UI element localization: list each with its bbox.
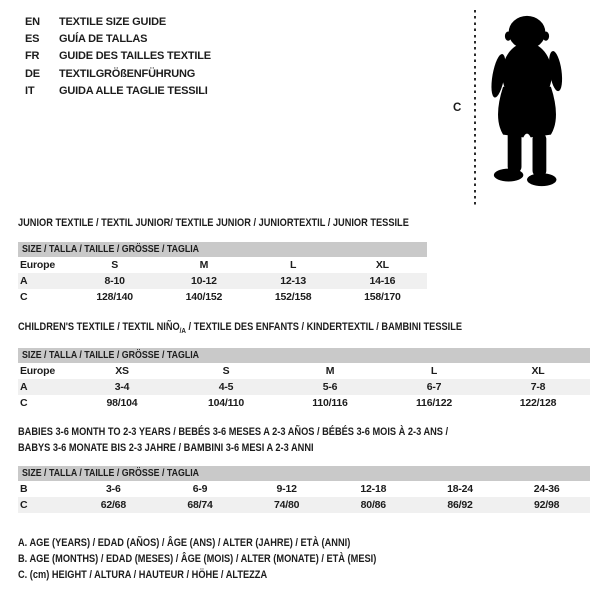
language-row-fr <box>25 48 211 65</box>
table-row-age-months <box>18 481 590 497</box>
size-cell: 4-5 <box>218 381 234 393</box>
table-row-height <box>18 395 590 411</box>
size-cell: 18-24 <box>447 483 473 495</box>
size-cell: 122/128 <box>519 397 557 409</box>
table-row-age <box>18 273 427 289</box>
table-row-height <box>18 497 590 513</box>
size-cell: 68/74 <box>187 499 213 511</box>
table-row-europe <box>18 363 590 379</box>
size-cell: M <box>199 259 209 271</box>
size-cell: S <box>222 365 230 377</box>
table-row-europe <box>18 257 427 273</box>
children-title-subscript: /A <box>179 325 186 335</box>
size-cell: 9-12 <box>276 483 297 495</box>
row-label: Europe <box>20 259 55 271</box>
junior-table-title: JUNIOR TEXTILE / TEXTIL JUNIOR/ TEXTILE JUNIOR / JUNIORTEXTIL / JUNIOR TESSILE <box>18 217 409 229</box>
babies-table-title-line2: BABYS 3-6 MONATE BIS 2-3 JAHRE / BAMBINI 3-6 MESI A 2-3 ANNI <box>18 442 314 454</box>
row-label: A <box>20 381 28 393</box>
size-cell: XL <box>531 365 545 377</box>
children-title-main: CHILDREN'S TEXTILE / TEXTIL NIÑO <box>18 321 180 333</box>
size-cell: 10-12 <box>190 275 217 287</box>
size-cell: 98/104 <box>106 397 138 409</box>
language-label: GUIDE DES TAILLES TEXTILE <box>59 50 211 63</box>
children-size-table <box>18 348 590 411</box>
size-header-bar <box>18 466 590 481</box>
language-row-es <box>25 31 211 48</box>
table-row-age <box>18 379 590 395</box>
legend-age-years: A. AGE (YEARS) / EDAD (AÑOS) / ÂGE (ANS) / ALTER (JAHRE) / ETÀ (ANNI) <box>18 537 351 549</box>
row-label: A <box>20 275 28 287</box>
babies-size-table <box>18 466 590 513</box>
legend-age-months: B. AGE (MONTHS) / EDAD (MESES) / ÂGE (MOIS) / ALTER (MONATE) / ETÀ (MESI) <box>18 553 377 565</box>
height-measure-dotted-line <box>474 10 476 208</box>
size-cell: 110/116 <box>312 397 348 409</box>
size-cell: 7-8 <box>530 381 546 393</box>
size-cell: 152/158 <box>274 291 312 303</box>
language-label: TEXTILGRÖßENFÜHRUNG <box>59 67 196 80</box>
baby-silhouette <box>481 6 573 208</box>
size-cell: 104/110 <box>208 397 244 409</box>
language-code: ES <box>25 33 40 46</box>
size-cell: XL <box>375 259 389 271</box>
size-cell: 14-16 <box>369 275 396 287</box>
size-cell: L <box>430 365 438 377</box>
row-label: C <box>20 397 28 409</box>
size-cell: 6-9 <box>192 483 208 495</box>
size-cell: 3-4 <box>114 381 130 393</box>
size-header-bar <box>18 242 427 257</box>
row-label: C <box>20 499 28 511</box>
language-code: EN <box>25 16 40 28</box>
size-header-bar <box>18 348 590 363</box>
size-cell: 116/122 <box>416 397 452 409</box>
size-cell: 62/68 <box>100 499 126 511</box>
size-cell: 128/140 <box>96 291 133 303</box>
language-list <box>25 14 211 100</box>
size-cell: 92/98 <box>534 499 560 511</box>
babies-table-title-line1: BABIES 3-6 MONTH TO 2-3 YEARS / BEBÉS 3-6 MESES A 2-3 AÑOS / BÉBÉS 3-6 MOIS À 2-3 ANS / <box>18 426 449 438</box>
size-cell: 8-10 <box>104 275 125 287</box>
language-row-en <box>25 14 211 31</box>
language-code: DE <box>25 67 40 80</box>
legend-height: C. (cm) HEIGHT / ALTURA / HAUTEUR / HÖHE / ALTEZZA <box>18 569 268 581</box>
language-label: GUIDA ALLE TAGLIE TESSILI <box>59 84 208 97</box>
size-cell: 140/152 <box>185 291 223 303</box>
language-row-de <box>25 66 211 83</box>
size-header-text: SIZE / TALLA / TAILLE / GRÖSSE / TAGLIA <box>22 243 200 255</box>
size-cell: 12-13 <box>280 275 307 287</box>
table-row-height <box>18 289 427 305</box>
size-cell: M <box>325 365 335 377</box>
size-cell: 74/80 <box>274 499 300 511</box>
row-label: Europe <box>20 365 55 377</box>
size-cell: 158/170 <box>364 291 401 303</box>
size-cell: 80/86 <box>360 499 386 511</box>
language-code: IT <box>25 84 35 97</box>
size-cell: 86/92 <box>447 499 473 511</box>
size-header-text: SIZE / TALLA / TAILLE / GRÖSSE / TAGLIA <box>22 467 200 479</box>
size-cell: L <box>290 259 297 271</box>
language-row-it <box>25 83 211 100</box>
children-title-rest: / TEXTILE DES ENFANTS / KINDERTEXTIL / BAMBINI TESSILE <box>185 321 463 333</box>
size-cell: XS <box>115 365 129 377</box>
language-label: GUÍA DE TALLAS <box>59 33 148 46</box>
language-label: TEXTILE SIZE GUIDE <box>59 16 167 28</box>
size-cell: S <box>111 259 119 271</box>
language-code: FR <box>25 50 40 63</box>
size-cell: 3-6 <box>106 483 121 495</box>
size-header-text: SIZE / TALLA / TAILLE / GRÖSSE / TAGLIA <box>22 349 200 361</box>
size-cell: 24-36 <box>533 483 560 495</box>
size-cell: 12-18 <box>360 483 387 495</box>
height-measure-label: C <box>453 102 462 114</box>
row-label: B <box>20 483 28 495</box>
junior-size-table <box>18 242 427 305</box>
size-cell: 5-6 <box>322 381 338 393</box>
row-label: C <box>20 291 28 303</box>
size-cell: 6-7 <box>426 381 442 393</box>
children-table-title <box>18 321 462 334</box>
